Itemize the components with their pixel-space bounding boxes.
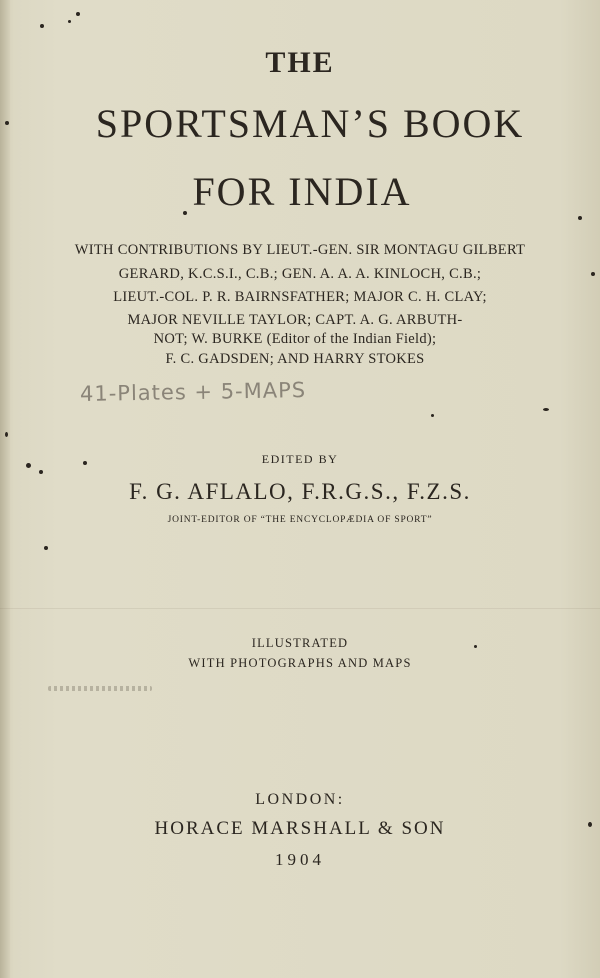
contributors-line: LIEUT.-COL. P. R. BAIRNSFATHER; MAJOR C. H. CLAY; [113,289,487,305]
handwritten-pencil-note: 41-Plates + 5-MAPS [79,378,307,406]
title-line-for-india: FOR INDIA [192,169,412,214]
edited-by-label: EDITED BY [261,452,339,466]
foxing-speck [83,461,87,465]
foxing-speck [76,12,80,16]
foxing-speck [431,414,434,417]
contributors-line: F. C. GADSDEN; AND HARRY STOKES [165,351,425,367]
photographs-maps-label: WITH PHOTOGRAPHS AND MAPS [188,656,412,670]
foxing-speck [39,470,43,474]
editor-credential: JOINT-EDITOR OF “THE ENCYCLOPÆDIA OF SPORT” [167,515,433,525]
editor-name: F. G. AFLALO, F.R.G.S., F.Z.S. [129,479,471,504]
foxing-speck [44,546,48,550]
contributors-line: MAJOR NEVILLE TAYLOR; CAPT. A. G. ARBUTH- [127,312,463,328]
foxing-speck [5,432,8,437]
foxing-speck [543,408,549,411]
foxing-speck [5,121,9,125]
contributors-line: NOT; W. BURKE (Editor of the Indian Field); [153,331,437,347]
foxing-speck [68,20,71,23]
illustrated-label: ILLUSTRATED [251,636,349,650]
contributors-line: WITH CONTRIBUTIONS BY LIEUT.-GEN. SIR MONTAGU GILBERT [74,242,526,258]
publication-year: 1904 [275,850,325,869]
foxing-speck [40,24,44,28]
title-line-the: THE [265,46,335,79]
publisher-name: HORACE MARSHALL & SON [154,818,446,839]
foxing-speck [591,272,595,276]
foxing-speck [588,822,592,827]
foxing-speck [26,463,31,468]
foxing-speck [474,645,477,648]
foxing-speck [578,216,582,220]
foxing-speck [183,211,187,215]
ink-smudge [48,686,152,691]
title-line-sportsmans-book: SPORTSMAN’S BOOK [95,101,525,146]
page-fold-line [0,608,600,609]
contributors-line: GERARD, K.C.S.I., C.B.; GEN. A. A. A. KINLOCH, C.B.; [118,266,482,282]
publisher-city: LONDON: [255,791,345,808]
